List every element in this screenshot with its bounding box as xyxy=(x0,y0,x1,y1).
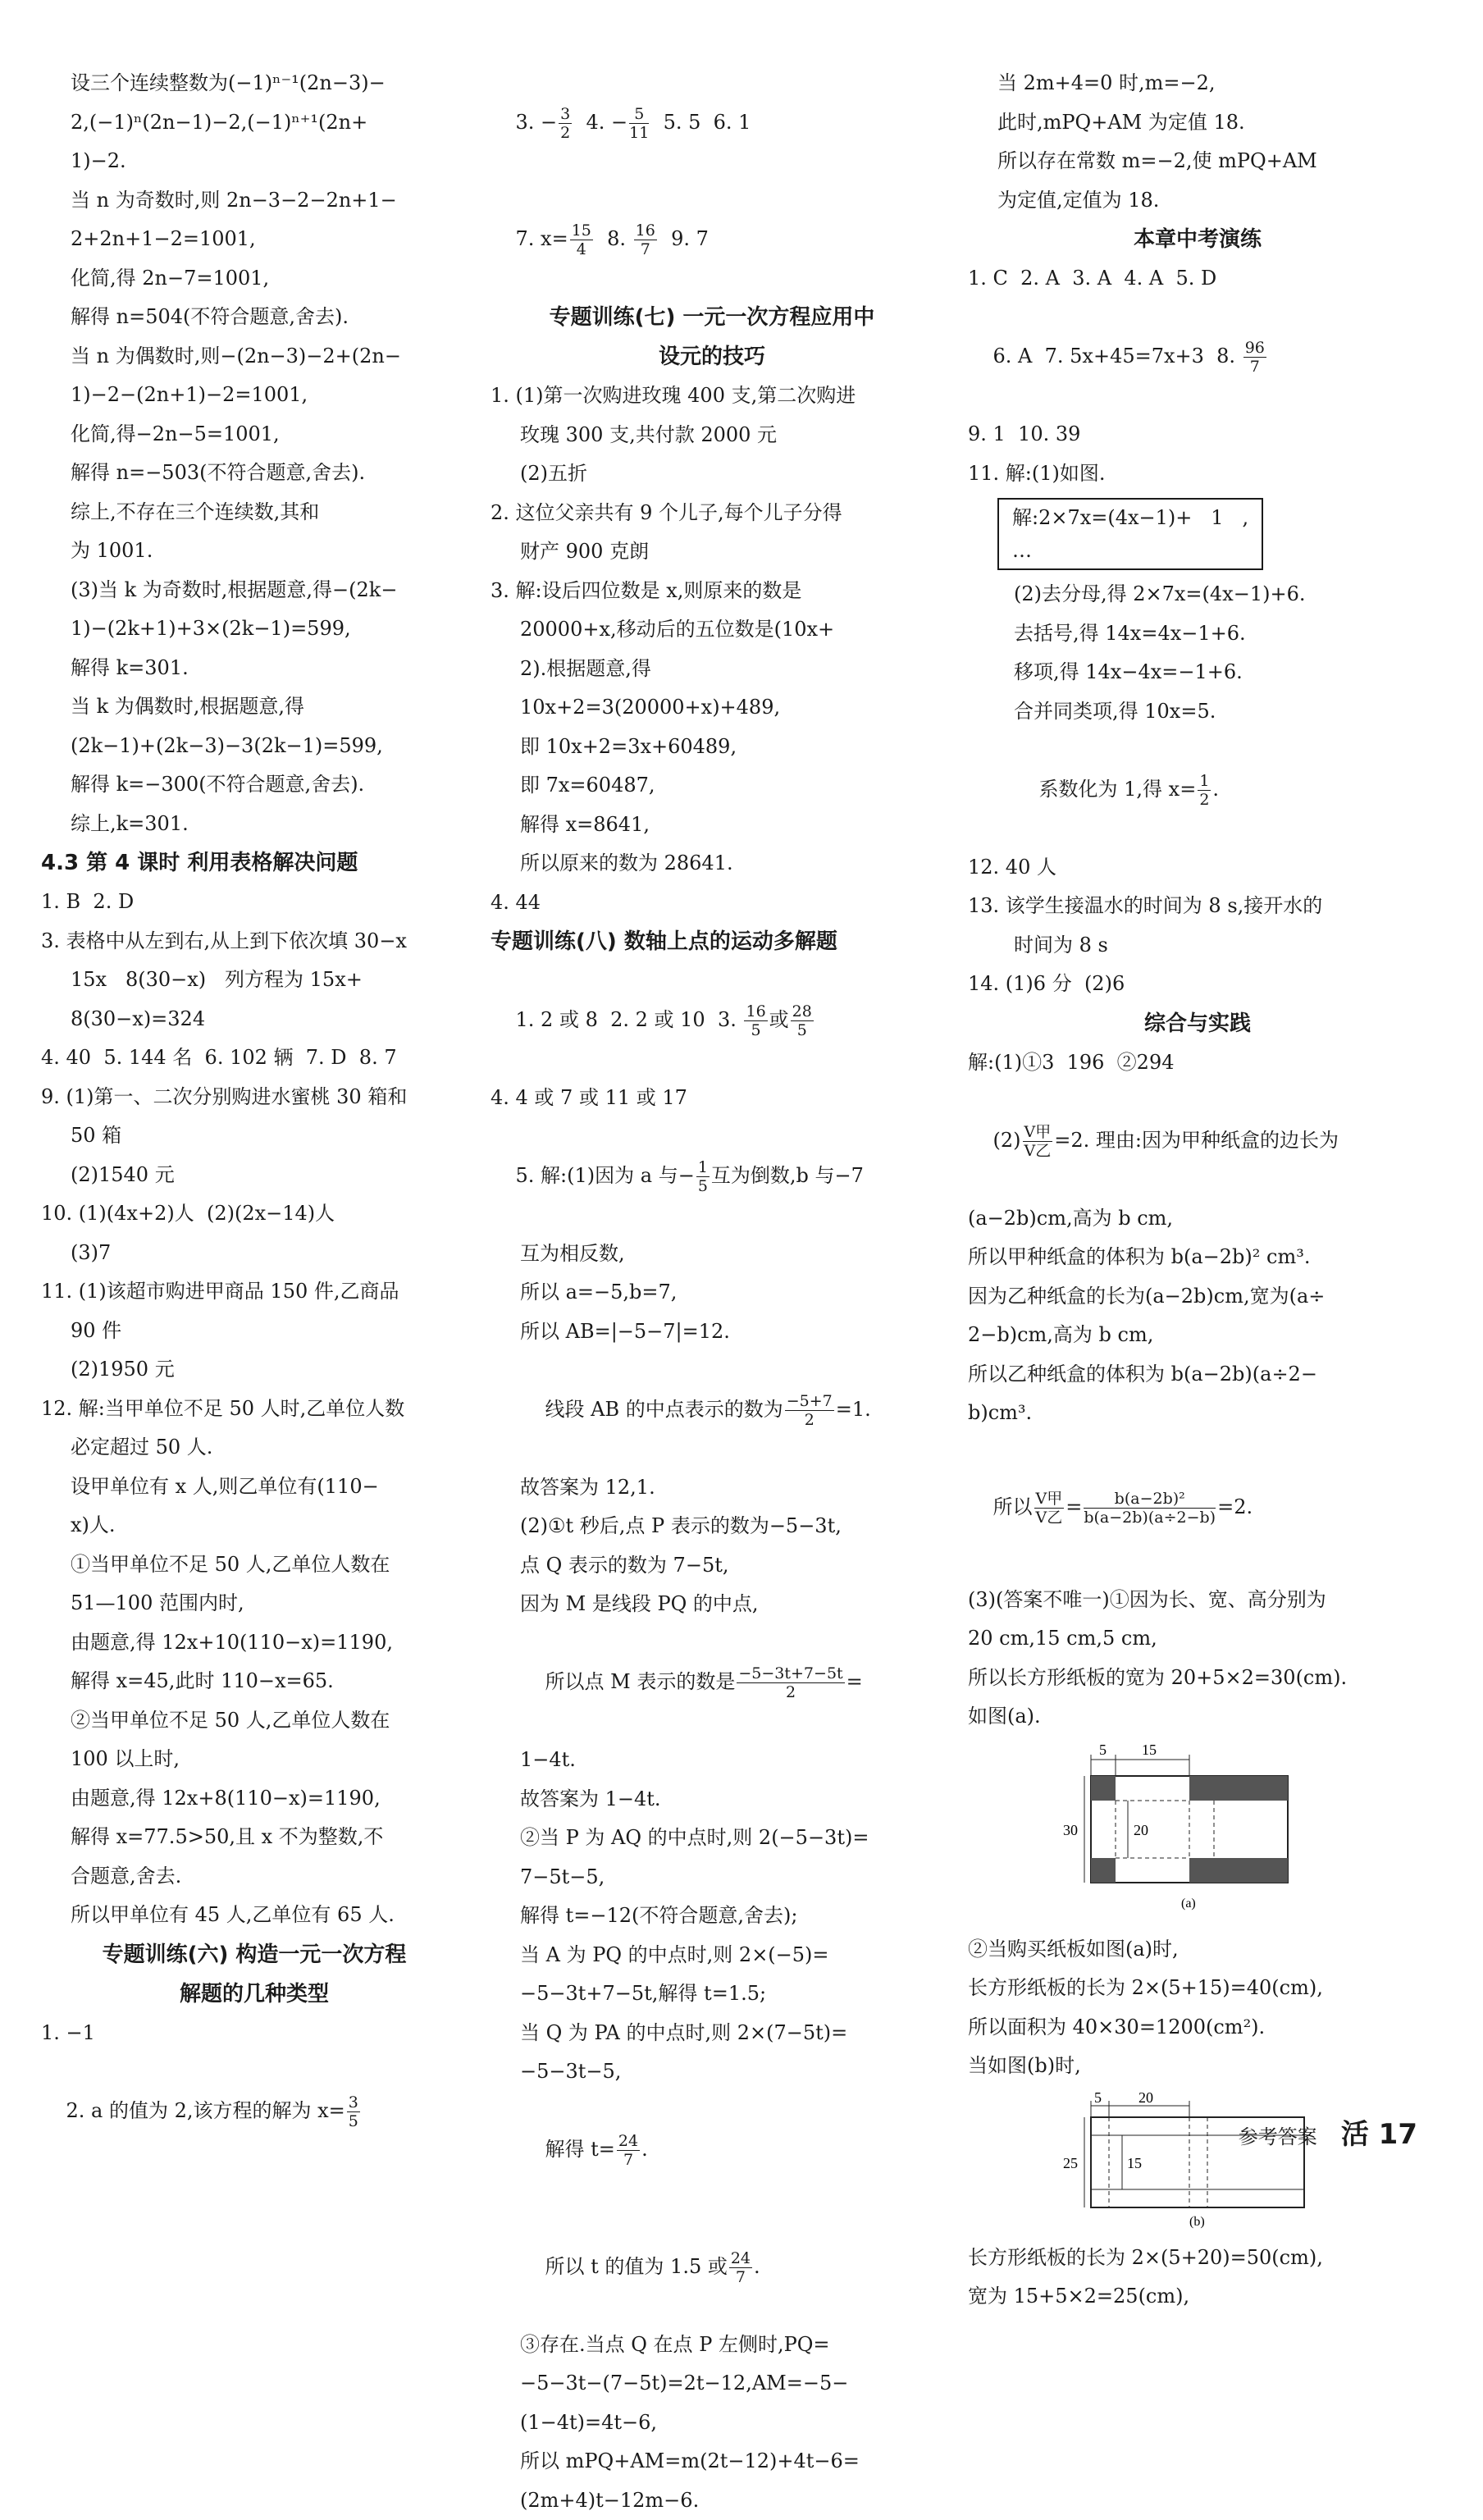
section-heading: 综合与实践 xyxy=(968,1004,1427,1043)
answer-line xyxy=(491,181,933,299)
answer-text: 1. 2 或 8 2. 2 或 10 3. xyxy=(516,1008,743,1031)
answer-line: 所以甲种纸盒的体积为 b(a−2b)² cm³. xyxy=(968,1238,1427,1277)
answer-text: 8. xyxy=(595,227,632,250)
answer-line: 11. 解:(1)如图. xyxy=(968,454,1427,494)
text-line: 2+2n+1−2=1001, xyxy=(41,220,468,259)
dim-label: 15 xyxy=(1127,2155,1142,2171)
numerator: 24 xyxy=(729,2249,752,2268)
answer-line: 所以 mPQ+AM=m(2t−12)+4t−6= xyxy=(491,2442,933,2481)
answer-line: (2)去分母,得 2×7x=(4x−1)+6. xyxy=(968,575,1427,614)
answer-line: 10. (1)(4x+2)人 (2)(2x−14)人 xyxy=(41,1194,468,1234)
answer-line: 必定超过 50 人. xyxy=(41,1428,468,1468)
answer-line: 为定值,定值为 18. xyxy=(968,181,1427,221)
answer-line: 此时,mPQ+AM 为定值 18. xyxy=(968,103,1427,143)
answer-text: = xyxy=(846,1670,863,1693)
denominator: 4 xyxy=(570,240,593,258)
answer-line: 所以长方形纸板的宽为 20+5×2=30(cm). xyxy=(968,1659,1427,1698)
text-line: 化简,得−2n−5=1001, xyxy=(41,415,468,454)
answer-text: . xyxy=(1212,778,1219,801)
denominator: 5 xyxy=(347,2112,360,2130)
answer-text: 所以 xyxy=(993,1495,1033,1518)
answer-line: ①当甲单位不足 50 人,乙单位人数在 xyxy=(41,1545,468,1585)
answer-text: 5. 5 6. 1 xyxy=(650,111,751,134)
answer-line xyxy=(968,299,1427,416)
answer-line: (2)①t 秒后,点 P 表示的数为−5−3t, xyxy=(491,1507,933,1546)
denominator: 5 xyxy=(791,1021,814,1039)
answer-line: 移项,得 14x−4x=−1+6. xyxy=(968,653,1427,692)
text-line: 当 k 为偶数时,根据题意,得 xyxy=(41,687,468,727)
answer-text: 6. A 7. 5x+45=7x+3 8. xyxy=(993,345,1242,368)
answer-line: 2. 这位父亲共有 9 个儿子,每个儿子分得 xyxy=(491,494,933,533)
answer-line: −5−3t−5, xyxy=(491,2052,933,2092)
answer-line: 90 件 xyxy=(41,1312,468,1351)
fraction xyxy=(1243,339,1266,376)
text-line: (2k−1)+(2k−3)−3(2k−1)=599, xyxy=(41,727,468,766)
answer-line: x)人. xyxy=(41,1506,468,1545)
answer-text: . xyxy=(641,2138,648,2161)
fraction xyxy=(1084,1490,1216,1527)
denominator: 5 xyxy=(744,1021,767,1039)
text-line: (3)当 k 为奇数时,根据题意,得−(2k− xyxy=(41,571,468,610)
fraction xyxy=(1023,1123,1053,1160)
answer-line: 点 Q 表示的数为 7−5t, xyxy=(491,1546,933,1586)
answer-line: 14. (1)6 分 (2)6 xyxy=(968,965,1427,1004)
answer-line: 所以原来的数为 28641. xyxy=(491,844,933,883)
dim-label: 20 xyxy=(1134,1822,1148,1838)
answer-line xyxy=(491,2092,933,2209)
answer-text: 互为倒数,b 与−7 xyxy=(711,1164,864,1187)
answer-line: 3. 表格中从左到右,从上到下依次填 30−x xyxy=(41,922,468,961)
text-line: 解得 k=301. xyxy=(41,649,468,688)
answer-column-3 xyxy=(968,64,1427,2317)
denominator: 5 xyxy=(696,1177,710,1195)
dim-label: 5 xyxy=(1099,1743,1107,1758)
answer-box xyxy=(997,498,1263,570)
fraction xyxy=(791,1002,814,1039)
denominator: 11 xyxy=(629,124,649,142)
corner-cutout xyxy=(1091,1776,1116,1801)
numerator: b(a−2b)² xyxy=(1084,1490,1216,1509)
text-line: 当 n 为偶数时,则−(2n−3)−2+(2n− xyxy=(41,337,468,377)
answer-text: 线段 AB 的中点表示的数为 xyxy=(545,1398,783,1421)
answer-line: 所以 AB=|−5−7|=12. xyxy=(491,1312,933,1352)
text-line: 当 n 为奇数时,则 2n−3−2−2n+1− xyxy=(41,181,468,221)
figure-caption: (a) xyxy=(1181,1897,1196,1911)
answer-line: 20 cm,15 cm,5 cm, xyxy=(968,1619,1427,1659)
page-number: 活 17 xyxy=(1341,2118,1417,2151)
denominator: 2 xyxy=(1198,791,1211,809)
answer-line: (1−4t)=4t−6, xyxy=(491,2404,933,2443)
answer-line: 故答案为 12,1. xyxy=(491,1468,933,1508)
answer-line: (2)五折 xyxy=(491,454,933,494)
denominator: b(a−2b)(a÷2−b) xyxy=(1084,1509,1216,1527)
answer-line xyxy=(491,2208,933,2326)
answer-line: 9. (1)第一、二次分别购进水蜜桃 30 箱和 xyxy=(41,1078,468,1117)
answer-line: 即 7x=60487, xyxy=(491,766,933,806)
fraction xyxy=(559,105,572,142)
answer-line: 时间为 8 s xyxy=(968,926,1427,966)
numerator: 15 xyxy=(570,221,593,240)
text-line: 解得 n=−503(不符合题意,舍去). xyxy=(41,454,468,493)
answer-line: 即 10x+2=3x+60489, xyxy=(491,728,933,767)
answer-line: 15x 8(30−x) 列方程为 15x+ xyxy=(41,961,468,1000)
section-heading: 专题训练(八) 数轴上点的运动多解题 xyxy=(491,922,933,961)
denominator: 2 xyxy=(737,1683,844,1701)
text-line: 解得 n=504(不符合题意,舍去). xyxy=(41,298,468,337)
fraction xyxy=(1198,772,1211,809)
answer-text: 所以点 M 表示的数是 xyxy=(545,1670,736,1693)
dim-label: 30 xyxy=(1063,1822,1078,1838)
answer-line: 2−b)cm,高为 b cm, xyxy=(968,1316,1427,1355)
answer-line: 1. C 2. A 3. A 4. A 5. D xyxy=(968,259,1427,299)
denominator: 2 xyxy=(785,1411,834,1429)
answer-line: 3. 解:设后四位数是 x,则原来的数是 xyxy=(491,572,933,611)
section-heading: 专题训练(七) 一元一次方程应用中 xyxy=(491,298,933,337)
text-line: 综上,不存在三个连续数,其和 xyxy=(41,493,468,532)
denominator: 2 xyxy=(559,124,572,142)
answer-line: 因为乙种纸盒的长为(a−2b)cm,宽为(a÷ xyxy=(968,1277,1427,1317)
answer-line xyxy=(491,1117,933,1235)
section-heading: 本章中考演练 xyxy=(968,220,1427,259)
answer-line: 所以甲单位有 45 人,乙单位有 65 人. xyxy=(41,1896,468,1935)
answer-line: 当 Q 为 PA 的中点时,则 2×(7−5t)= xyxy=(491,2014,933,2053)
numerator: 5 xyxy=(629,105,649,124)
text-line: 化简,得 2n−7=1001, xyxy=(41,259,468,299)
answer-line: 长方形纸板的长为 2×(5+20)=50(cm), xyxy=(968,2239,1427,2278)
answer-text: 2. a 的值为 2,该方程的解为 x= xyxy=(66,2099,345,2122)
answer-line: 合题意,舍去. xyxy=(41,1857,468,1897)
denominator: 7 xyxy=(729,2268,752,2286)
answer-line: 长方形纸板的长为 2×(5+15)=40(cm), xyxy=(968,1969,1427,2008)
dim-label: 20 xyxy=(1138,2093,1153,2106)
answer-line: 50 箱 xyxy=(41,1116,468,1156)
answer-line: 12. 解:当甲单位不足 50 人时,乙单位人数 xyxy=(41,1390,468,1429)
answer-line: 20000+x,移动后的五位数是(10x+ xyxy=(491,610,933,650)
answer-line: 故答案为 1−4t. xyxy=(491,1780,933,1819)
answer-line: 4. 40 5. 144 名 6. 102 辆 7. D 8. 7 xyxy=(41,1039,468,1078)
answer-line: 所以面积为 40×30=1200(cm²). xyxy=(968,2008,1427,2048)
answer-line: 如图(a). xyxy=(968,1697,1427,1737)
numerator: 16 xyxy=(744,1002,767,1021)
text-line: 设三个连续整数为(−1)ⁿ⁻¹(2n−3)− xyxy=(41,64,468,103)
dim-label: 15 xyxy=(1142,1743,1157,1758)
answer-line: (2)1950 元 xyxy=(41,1350,468,1390)
text-line: 解得 k=−300(不符合题意,舍去). xyxy=(41,765,468,805)
answer-text: =1. xyxy=(836,1398,871,1421)
answer-line: 由题意,得 12x+10(110−x)=1190, xyxy=(41,1623,468,1663)
figure-a xyxy=(968,1743,1427,1924)
answer-line: 1−4t. xyxy=(491,1741,933,1780)
answer-line: 所以乙种纸盒的体积为 b(a−2b)(a÷2− xyxy=(968,1355,1427,1395)
fraction xyxy=(634,221,657,258)
box-line: 解:2×7x=(4x−1)+ 1 , xyxy=(1012,506,1248,529)
answer-line: ②当购买纸板如图(a)时, xyxy=(968,1930,1427,1970)
answer-line: 100 以上时, xyxy=(41,1740,468,1779)
answer-text: 所以 t 的值为 1.5 或 xyxy=(545,2255,728,2278)
denominator: V乙 xyxy=(1034,1509,1065,1527)
answer-text: 7. x= xyxy=(516,227,568,250)
answer-column-2 xyxy=(491,64,933,2520)
answer-line: −5−3t+7−5t,解得 t=1.5; xyxy=(491,1974,933,2014)
answer-column-1 xyxy=(41,64,468,2170)
fraction xyxy=(570,221,593,258)
text-line: 为 1001. xyxy=(41,532,468,571)
answer-text: 或 xyxy=(769,1008,789,1031)
box-line: … xyxy=(1012,539,1032,562)
section-heading: 4.3 第 4 课时 利用表格解决问题 xyxy=(41,843,468,883)
fraction xyxy=(729,2249,752,2286)
answer-line: 当 2m+4=0 时,m=−2, xyxy=(968,64,1427,103)
answer-text: 4. − xyxy=(573,111,627,134)
numerator: 3 xyxy=(347,2093,360,2112)
answer-line: 去括号,得 14x=4x−1+6. xyxy=(968,614,1427,654)
answer-line: b)cm³. xyxy=(968,1394,1427,1433)
answer-line: (2)1540 元 xyxy=(41,1156,468,1195)
answer-text: = xyxy=(1065,1495,1082,1518)
answer-line: 互为相反数, xyxy=(491,1235,933,1274)
answer-line: 当 A 为 PQ 的中点时,则 2×(−5)= xyxy=(491,1936,933,1975)
answer-line xyxy=(968,1082,1427,1199)
answer-line: 由题意,得 12x+8(110−x)=1190, xyxy=(41,1779,468,1819)
answer-line: 1. −1 xyxy=(41,2014,468,2053)
answer-text: =2. 理由:因为甲种纸盒的边长为 xyxy=(1054,1129,1339,1152)
answer-line xyxy=(491,961,933,1079)
answer-text: =2. xyxy=(1217,1495,1253,1518)
footer-label: 参考答案 xyxy=(1239,2125,1317,2148)
fraction xyxy=(737,1664,844,1701)
answer-line: (3)7 xyxy=(41,1234,468,1273)
answer-line: 解得 t=−12(不符合题意,舍去); xyxy=(491,1897,933,1936)
text-line: 综上,k=301. xyxy=(41,805,468,844)
dim-label: 25 xyxy=(1063,2155,1078,2171)
answer-line: 2).根据题意,得 xyxy=(491,650,933,689)
answer-line: 合并同类项,得 10x=5. xyxy=(968,692,1427,732)
answer-text: 3. − xyxy=(516,111,558,134)
fraction xyxy=(744,1002,767,1039)
denominator: 7 xyxy=(634,240,657,258)
fraction xyxy=(696,1158,710,1195)
numerator: 1 xyxy=(696,1158,710,1177)
denominator: 7 xyxy=(1243,358,1266,376)
numerator: 28 xyxy=(791,1002,814,1021)
section-heading: 设元的技巧 xyxy=(491,337,933,377)
dim-label: 5 xyxy=(1094,2093,1102,2106)
answer-text: 解得 t= xyxy=(545,2138,615,2161)
answer-line: 财产 900 克朗 xyxy=(491,532,933,572)
answer-text: 5. 解:(1)因为 a 与− xyxy=(516,1164,695,1187)
denominator: 7 xyxy=(617,2151,640,2169)
answer-line: 4. 4 或 7 或 11 或 17 xyxy=(491,1079,933,1118)
answer-line: ②当甲单位不足 50 人,乙单位人数在 xyxy=(41,1701,468,1741)
answer-line: 9. 1 10. 39 xyxy=(968,415,1427,454)
answer-line: 宽为 15+5×2=25(cm), xyxy=(968,2277,1427,2317)
answer-line: 玫瑰 300 支,共付款 2000 元 xyxy=(491,416,933,455)
denominator: V乙 xyxy=(1023,1142,1053,1160)
answer-line: 11. (1)该超市购进甲商品 150 件,乙商品 xyxy=(41,1272,468,1312)
numerator: V甲 xyxy=(1023,1123,1053,1142)
numerator: V甲 xyxy=(1034,1490,1065,1509)
answer-line: 当如图(b)时, xyxy=(968,2047,1427,2086)
answer-line: 解:(1)①3 196 ②294 xyxy=(968,1043,1427,1083)
answer-line: 51—100 范围内时, xyxy=(41,1584,468,1623)
figure-caption: (b) xyxy=(1189,2215,1205,2229)
answer-line xyxy=(968,731,1427,848)
corner-cutout xyxy=(1189,1858,1288,1883)
answer-line: 4. 44 xyxy=(491,883,933,923)
answer-line: 7−5t−5, xyxy=(491,1858,933,1897)
numerator: −5+7 xyxy=(785,1392,834,1411)
answer-line xyxy=(491,1624,933,1742)
section-heading: 专题训练(六) 构造一元一次方程 xyxy=(41,1935,468,1974)
answer-line xyxy=(968,1433,1427,1581)
answer-text: . xyxy=(754,2255,760,2278)
answer-line: 所以 a=−5,b=7, xyxy=(491,1273,933,1312)
corner-cutout xyxy=(1189,1776,1288,1801)
numerator: 24 xyxy=(617,2132,640,2151)
answer-line: 解得 x=77.5>50,且 x 不为整数,不 xyxy=(41,1818,468,1857)
answer-line: ②当 P 为 AQ 的中点时,则 2(−5−3t)= xyxy=(491,1819,933,1858)
answer-line: (2m+4)t−12m−6. xyxy=(491,2481,933,2520)
answer-line: 1. B 2. D xyxy=(41,883,468,922)
answer-line: 13. 该学生接温水的时间为 8 s,接开水的 xyxy=(968,887,1427,926)
fraction xyxy=(617,2132,640,2169)
answer-line: −5−3t−(7−5t)=2t−12,AM=−5− xyxy=(491,2364,933,2404)
fraction xyxy=(629,105,649,142)
answer-line: (3)(答案不唯一)①因为长、宽、高分别为 xyxy=(968,1581,1427,1620)
answer-line: 所以存在常数 m=−2,使 mPQ+AM xyxy=(968,142,1427,181)
answer-line: 8(30−x)=324 xyxy=(41,1000,468,1039)
text-line: 1)−2−(2n+1)−2=1001, xyxy=(41,376,468,415)
answer-line xyxy=(491,1351,933,1468)
answer-line: 1. (1)第一次购进玫瑰 400 支,第二次购进 xyxy=(491,377,933,416)
numerator: 1 xyxy=(1198,772,1211,791)
fraction xyxy=(347,2093,360,2130)
answer-text: 系数化为 1,得 x= xyxy=(1039,778,1197,801)
numerator: 96 xyxy=(1243,339,1266,358)
fraction xyxy=(785,1392,834,1429)
answer-line: 设甲单位有 x 人,则乙单位有(110− xyxy=(41,1468,468,1507)
answer-line: 因为 M 是线段 PQ 的中点, xyxy=(491,1585,933,1624)
numerator: −5−3t+7−5t xyxy=(737,1664,844,1683)
answer-line xyxy=(491,64,933,181)
text-line: 1)−2. xyxy=(41,142,468,181)
answer-line: ③存在.当点 Q 在点 P 左侧时,PQ= xyxy=(491,2326,933,2365)
fraction xyxy=(1034,1490,1065,1527)
section-heading: 解题的几种类型 xyxy=(41,1974,468,2014)
answer-line: 解得 x=45,此时 110−x=65. xyxy=(41,1662,468,1701)
numerator: 16 xyxy=(634,221,657,240)
answer-text: (2) xyxy=(993,1129,1021,1152)
answer-line: 10x+2=3(20000+x)+489, xyxy=(491,688,933,728)
numerator: 3 xyxy=(559,105,572,124)
answer-line: 解得 x=8641, xyxy=(491,806,933,845)
text-line: 1)−(2k+1)+3×(2k−1)=599, xyxy=(41,609,468,649)
answer-line xyxy=(41,2052,468,2170)
answer-line: 12. 40 人 xyxy=(968,848,1427,888)
answer-text: 9. 7 xyxy=(659,227,709,250)
page-footer xyxy=(1239,2111,1417,2152)
answer-line: (a−2b)cm,高为 b cm, xyxy=(968,1199,1427,1239)
text-line: 2,(−1)ⁿ(2n−1)−2,(−1)ⁿ⁺¹(2n+ xyxy=(41,103,468,143)
corner-cutout xyxy=(1091,1858,1116,1883)
